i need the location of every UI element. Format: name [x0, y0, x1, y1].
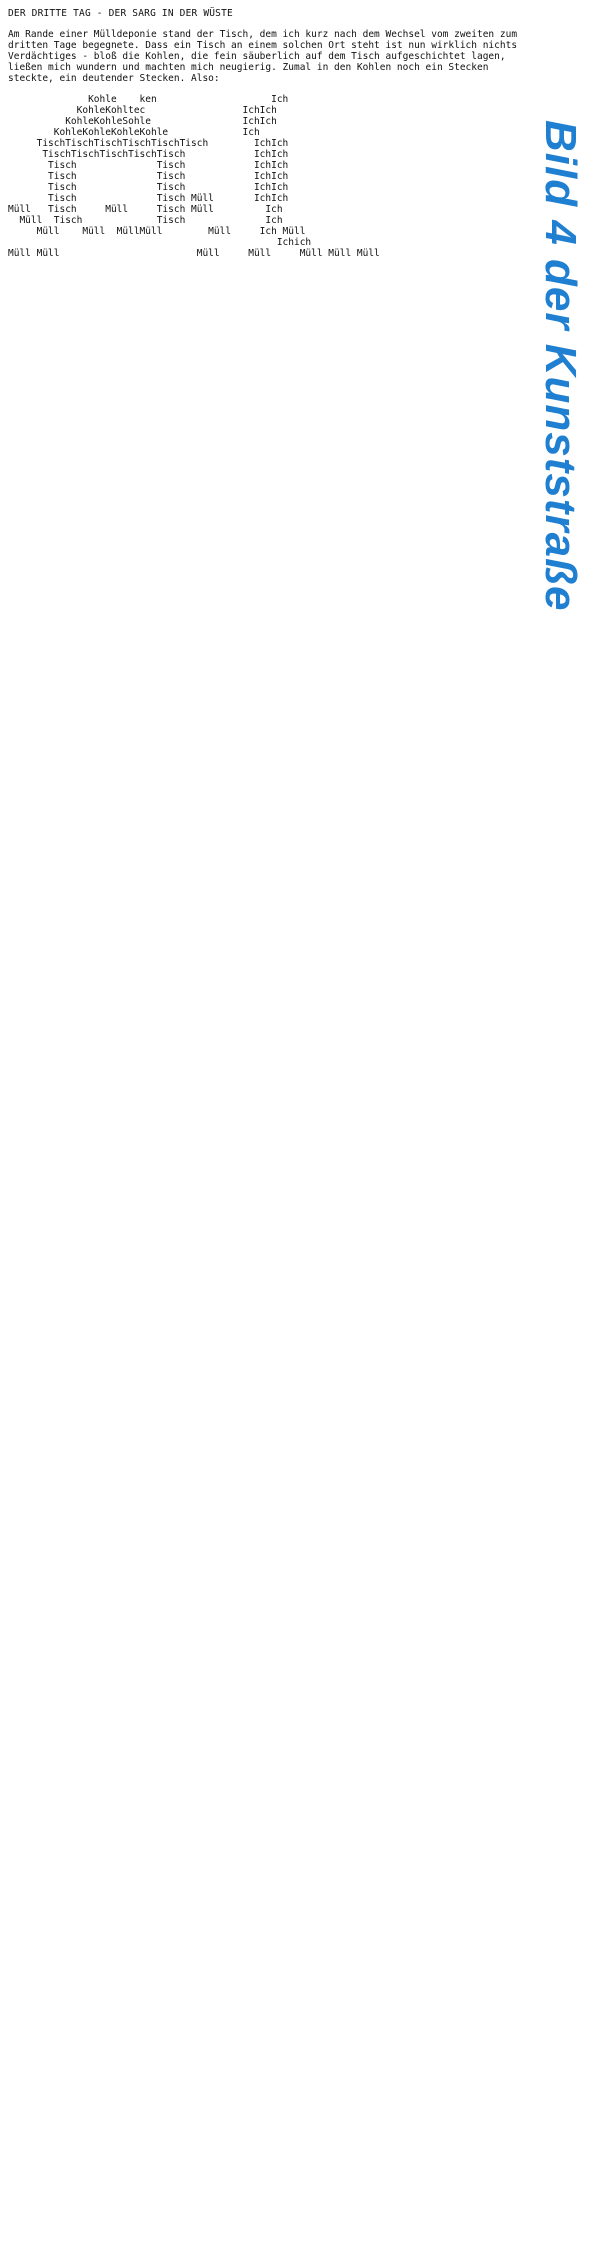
shape-line: TischTischTischTischTisch IchIch — [8, 149, 289, 160]
shape-line: Tisch Tisch IchIch — [8, 171, 289, 182]
vertical-title-container — [536, 120, 590, 640]
shape-line: KohleKohleKohleKohle Ich — [8, 127, 260, 138]
shape-line: Tisch Tisch IchIch — [8, 182, 289, 193]
shape-line: Ichich — [8, 237, 312, 248]
shape-line: Müll Müll MüllMüll Müll Ich Müll — [8, 226, 306, 237]
paragraph: Am Rande einer Mülldeponie stand der Tisch, dem ich kurz nach dem Wechsel vom zweiten zum dritten Tage begegnete. Dass ein Tisch an einem solchen Ort steht ist nun wirklich nichts Verdächtiges - bloß die Kohlen, die fein säuberlich auf dem Tisch aufgeschichtet lagen, ließen mich wundern und machten mich neugierig. Zumal in den Kohlen noch ein Stecken steckte, ein deutender Stecken. Also: — [8, 29, 518, 84]
shape-line: TischTischTischTischTischTisch IchIch — [8, 138, 289, 149]
shape-line: Kohle ken Ich — [8, 94, 289, 105]
document-title: DER DRITTE TAG - DER SARG IN DER WÜSTE — [8, 8, 233, 19]
concrete-poem-shape — [8, 94, 528, 259]
shape-line: KohleKohltec IchIch — [8, 105, 277, 116]
document-page — [8, 8, 528, 269]
shape-line: Müll Müll Müll Müll Müll Müll Müll — [8, 248, 380, 259]
shape-line: KohleKohleSohle IchIch — [8, 116, 277, 127]
vertical-title: Bild 4 der Kunststraße — [536, 120, 585, 612]
shape-line: Müll Tisch Tisch Ich — [8, 215, 283, 226]
shape-line: Tisch Tisch Müll IchIch — [8, 193, 289, 204]
shape-line: Müll Tisch Müll Tisch Müll Ich — [8, 204, 283, 215]
shape-line: Tisch Tisch IchIch — [8, 160, 289, 171]
